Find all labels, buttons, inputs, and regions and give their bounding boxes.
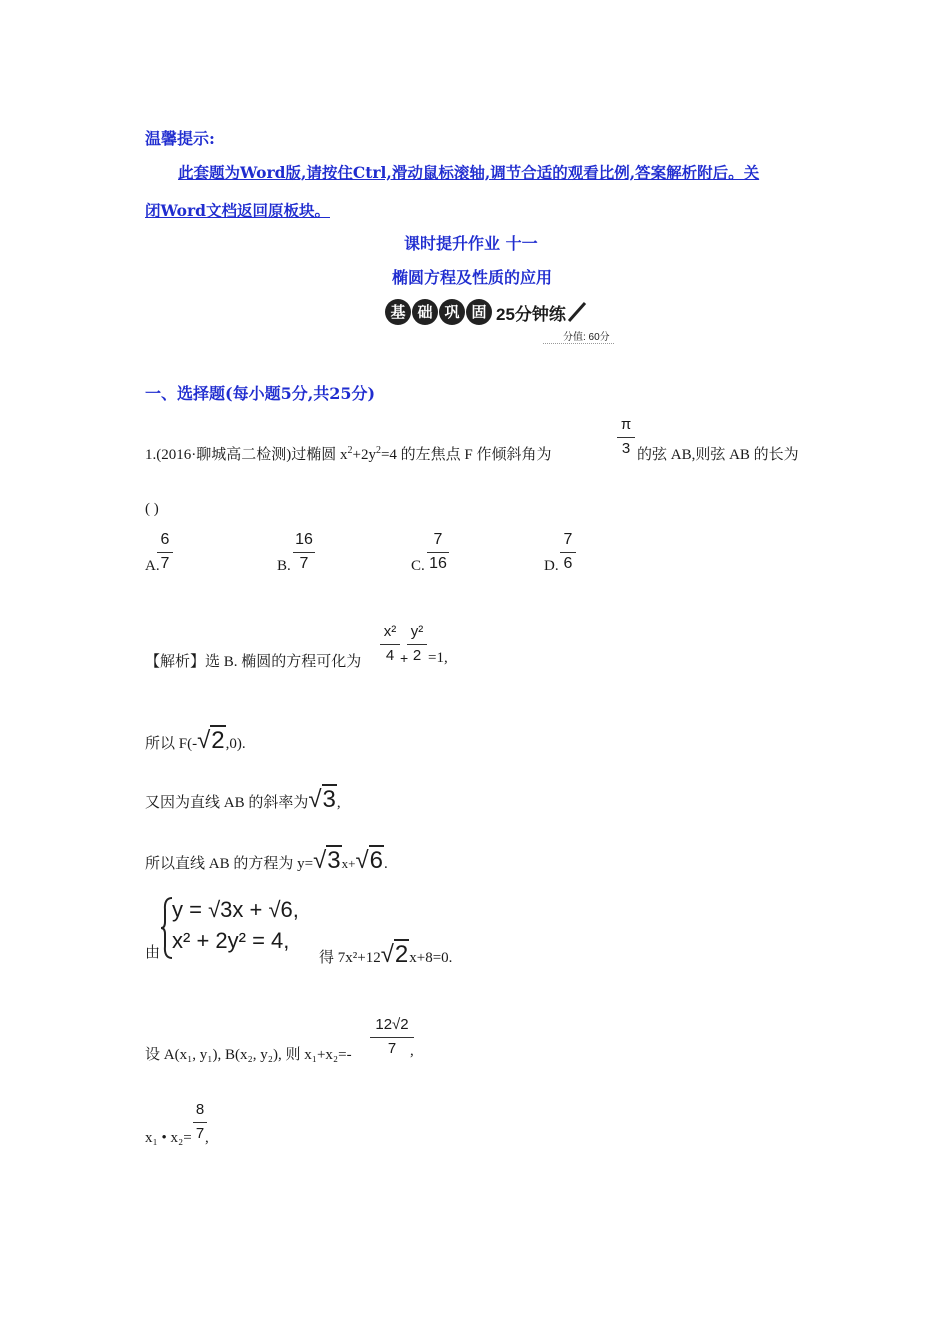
- system-prefix: 由: [145, 945, 161, 961]
- option-c-label: C.: [411, 558, 425, 574]
- notice-title: 温馨提示:: [145, 129, 215, 148]
- option-b-label: B.: [277, 558, 291, 574]
- option-d-fraction: 7 6: [560, 529, 576, 574]
- section-heading: 一、选择题(每小题5分,共25分): [145, 384, 376, 403]
- badge-time: 25分钟练: [496, 304, 566, 324]
- pencil-icon: [566, 300, 588, 324]
- solution-line-2: 所以 F(-√2,0).: [145, 727, 246, 754]
- angle-fraction: π 3: [617, 414, 635, 459]
- solution-line-6: 设 A(x₁, y₁), B(x₂, y₂), 则 x₁+x₂=-: [145, 1047, 352, 1063]
- solution-line-7-end: ,: [205, 1130, 209, 1146]
- option-c-fraction: 7 16: [427, 529, 449, 574]
- option-a-fraction: 6 7: [157, 529, 173, 574]
- section-badge: [385, 299, 588, 325]
- option-b-fraction: 16 7: [293, 529, 315, 574]
- option-a-label: A.: [145, 558, 160, 574]
- solution-line-3: 又因为直线 AB 的斜率为√3,: [145, 786, 341, 813]
- question-1-text: 1.(2016·聊城高二检测)过椭圆 $x^2+2y^2=4$ 的左焦点 F 作倾斜角为: [145, 445, 552, 463]
- solution-line-4: 所以直线 AB 的方程为 y=√3x+√6.: [145, 847, 388, 874]
- system-equation-1: y = √3x + √6,: [172, 897, 299, 922]
- answer-blank: ( ): [145, 501, 159, 517]
- badge-char: 巩: [439, 299, 465, 325]
- solution-line-6-end: ,: [410, 1043, 414, 1059]
- notice-line-2[interactable]: 闭Word文档返回原板块。: [145, 201, 330, 220]
- option-d-label: D.: [544, 558, 559, 574]
- badge-char: 基: [385, 299, 411, 325]
- question-1-text-end: 的弦 AB,则弦 AB 的长为: [637, 447, 799, 463]
- solution-line-1: 【解析】选 B. 椭圆的方程可化为: [145, 654, 362, 670]
- solution-line-1-end: =1,: [428, 650, 448, 666]
- sum-fraction: 12√2 7: [370, 1014, 414, 1059]
- plus-sign: +: [400, 650, 409, 666]
- ellipse-frac-x: x² 4: [380, 621, 400, 666]
- system-result: 得 7x²+12√2x+8=0.: [319, 941, 453, 968]
- system-equation-2: x² + 2y² = 4,: [172, 928, 290, 953]
- page-title: 课时提升作业 十一: [404, 234, 538, 253]
- badge-char: 固: [466, 299, 492, 325]
- badge-char: 础: [412, 299, 438, 325]
- page-subtitle: 椭圆方程及性质的应用: [392, 268, 553, 287]
- solution-line-7: x₁ • x₂=: [145, 1130, 192, 1146]
- score-label: 分值: 60分: [543, 328, 614, 344]
- product-fraction: 8 7: [193, 1099, 207, 1144]
- notice-line-1[interactable]: 此套题为Word版,请按住Ctrl,滑动鼠标滚轴,调节合适的观看比例,答案解析附后。关: [178, 163, 760, 182]
- ellipse-frac-y: y² 2: [407, 621, 427, 666]
